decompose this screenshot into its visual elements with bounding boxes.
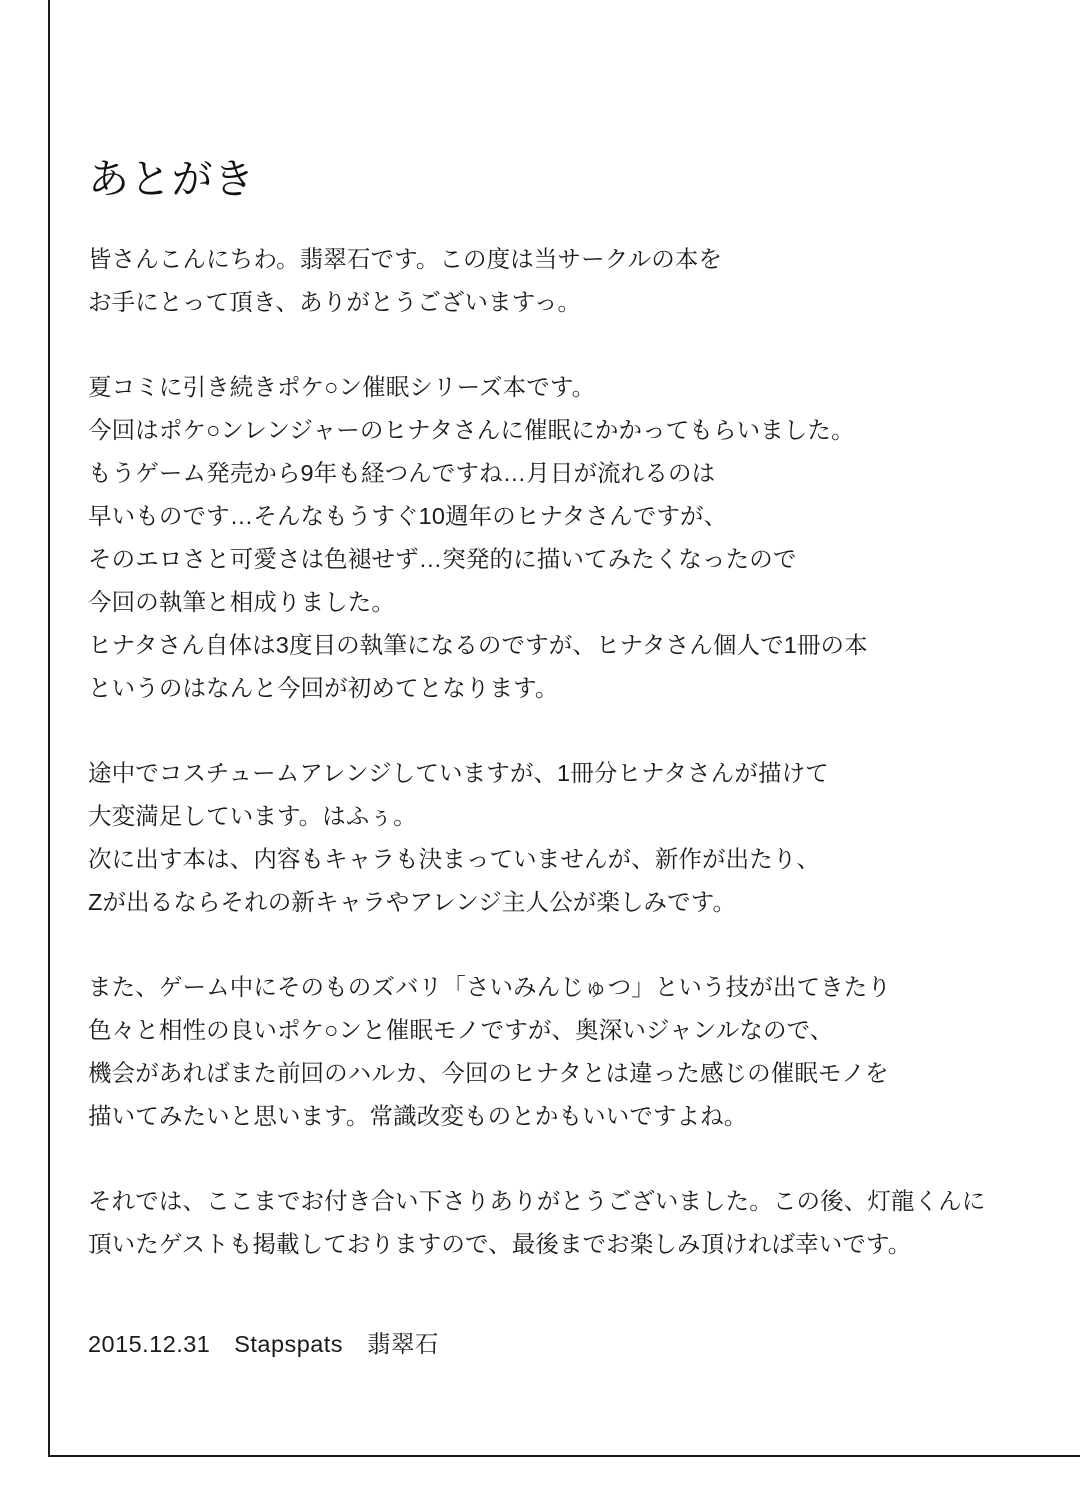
afterword-content [88, 155, 1018, 1364]
text-line: 色々と相性の良いポケ○ンと催眠モノですが、奥深いジャンルなので、 [88, 1017, 834, 1044]
text-line: また、ゲーム中にそのものズバリ「さいみんじゅつ」という技が出てきたり [88, 974, 891, 1001]
text-line: 皆さんこんにちわ。翡翠石です。この度は当サークルの本を [88, 246, 723, 273]
paragraph-greeting [88, 238, 1018, 324]
text-line: 途中でコスチュームアレンジしていますが、1冊分ヒナタさんが描けて [88, 760, 829, 787]
text-line: 早いものです…そんなもうすぐ10週年のヒナタさんですが、 [88, 503, 728, 530]
paragraph-series-notes [88, 366, 1018, 710]
text-line: 描いてみたいと思います。常識改変ものとかもいいですよね。 [88, 1103, 748, 1130]
paragraph-costume-notes [88, 752, 1018, 924]
paragraph-genre-notes [88, 966, 1018, 1138]
text-line: 次に出す本は、内容もキャラも決まっていませんが、新作が出たり、 [88, 846, 821, 873]
text-line: 今回はポケ○ンレンジャーのヒナタさんに催眠にかかってもらいました。 [88, 417, 855, 444]
text-line: そのエロさと可愛さは色褪せず…突発的に描いてみたくなったので [88, 546, 797, 573]
text-line: お手にとって頂き、ありがとうございますっ。 [88, 289, 582, 316]
text-line: 今回の執筆と相成りました。 [88, 589, 396, 616]
text-line: 機会があればまた前回のハルカ、今回のヒナタとは違った感じの催眠モノを [88, 1060, 889, 1087]
text-line: Zが出るならそれの新キャラやアレンジ主人公が楽しみです。 [88, 889, 737, 916]
page-border-bottom [48, 1455, 1080, 1457]
text-line: それでは、ここまでお付き合い下さりありがとうございました。この後、灯龍くんに [88, 1188, 986, 1215]
page-border-left [48, 0, 50, 1455]
text-line: 頂いたゲストも掲載しておりますので、最後までお楽しみ頂ければ幸いです。 [88, 1231, 912, 1258]
page-title: あとがき [88, 156, 256, 202]
text-line: というのはなんと今回が初めてとなります。 [88, 675, 559, 702]
signature-line: 2015.12.31 Stapspats 翡翠石 [88, 1331, 439, 1358]
text-line: もうゲーム発売から9年も経つんですね…月日が流れるのは [88, 460, 716, 487]
text-line: 夏コミに引き続きポケ○ン催眠シリーズ本です。 [88, 374, 596, 401]
paragraph-closing [88, 1180, 1018, 1266]
text-line: 大変満足しています。はふぅ。 [88, 803, 417, 830]
text-line: ヒナタさん自体は3度目の執筆になるのですが、ヒナタさん個人で1冊の本 [88, 632, 868, 659]
